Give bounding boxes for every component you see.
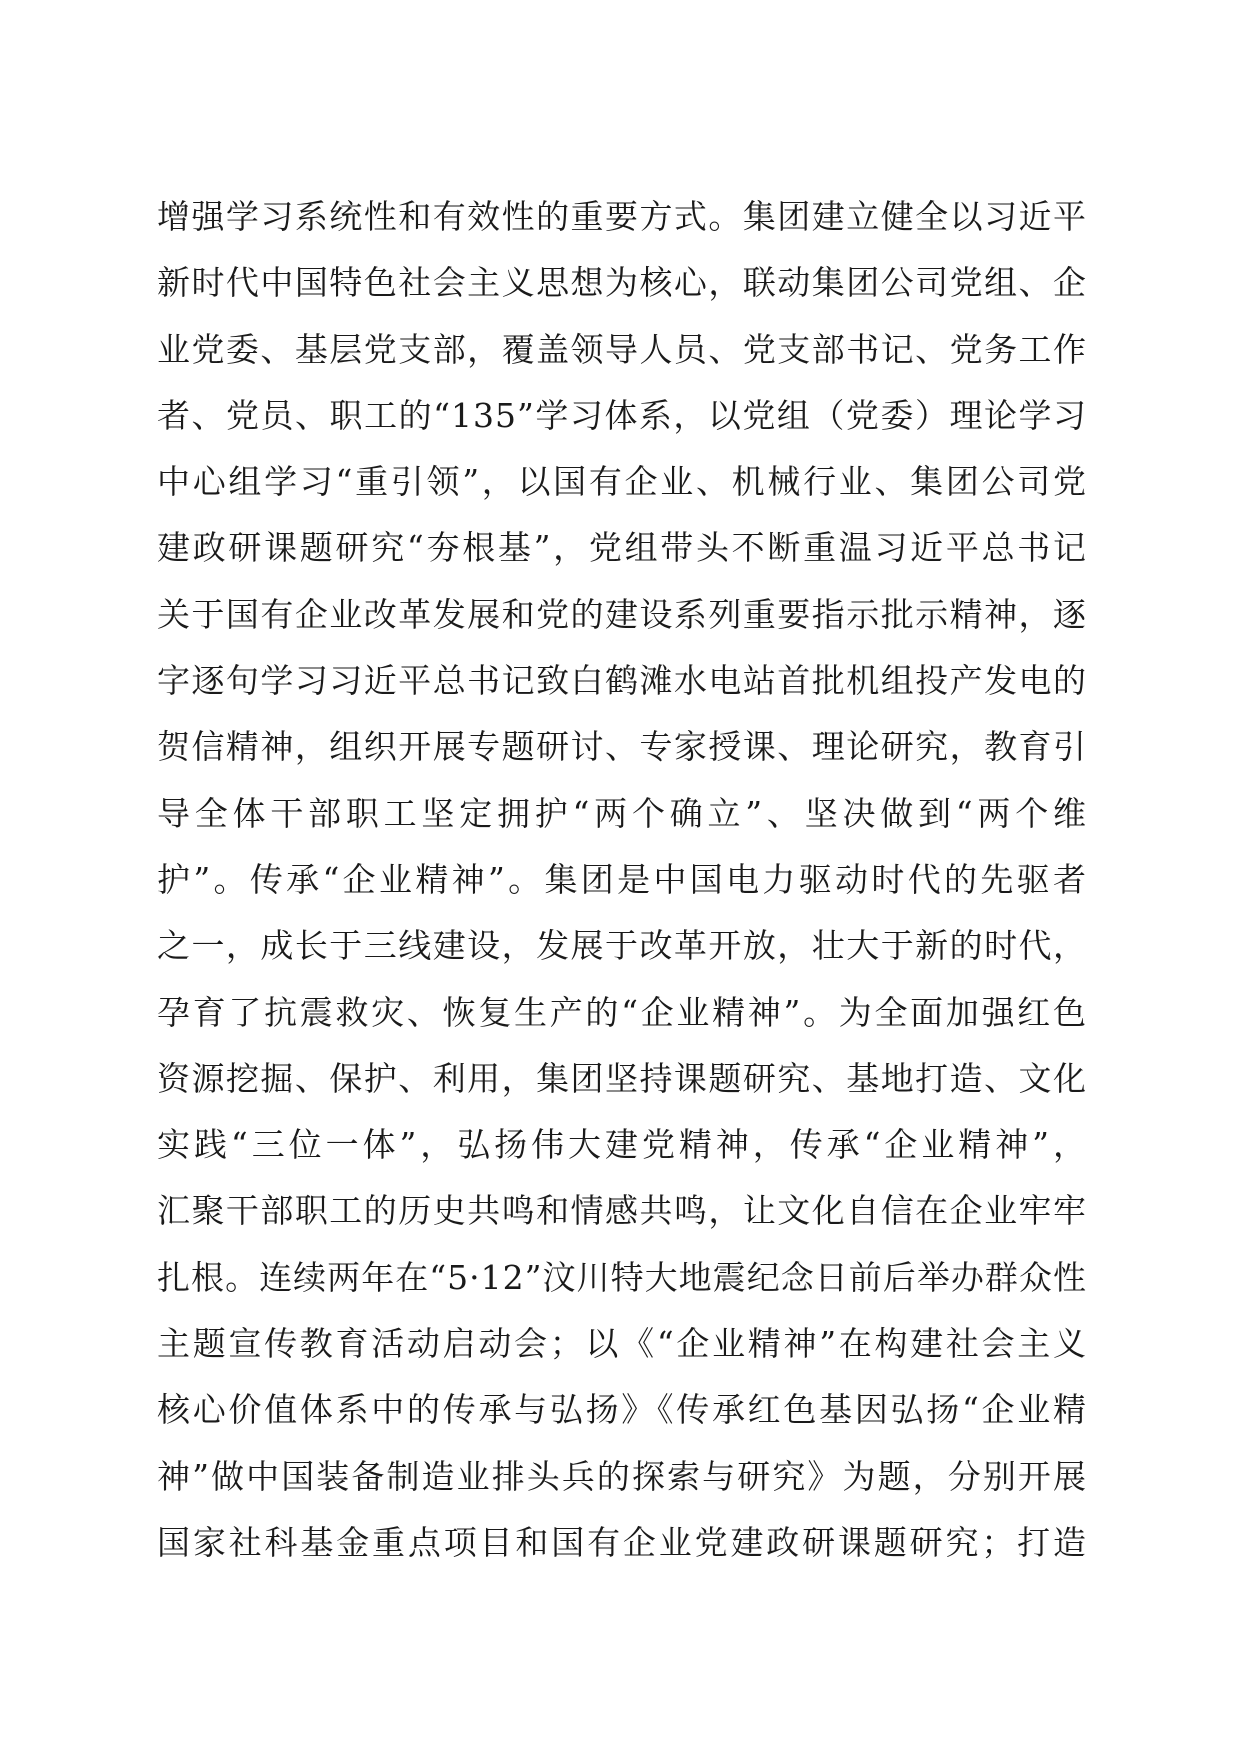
text-line: 导全体干部职工坚定拥护“两个确立”、坚决做到“两个维	[157, 793, 1087, 833]
text-line: 护”。传承“企业精神”。集团是中国电力驱动时代的先驱者	[157, 859, 1087, 899]
text-line: 孕育了抗震救灾、恢复生产的“企业精神”。为全面加强红色	[157, 992, 1087, 1032]
text-line: 建政研课题研究“夯根基”，党组带头不断重温习近平总书记	[157, 528, 1087, 568]
text-line: 增强学习系统性和有效性的重要方式。集团建立健全以习近平	[157, 197, 1087, 236]
text-line: 关于国有企业改革发展和党的建设系列重要指示批示精神，逐	[157, 594, 1087, 634]
text-line: 业党委、基层党支部，覆盖领导人员、党支部书记、党务工作	[157, 329, 1087, 369]
text-line: 资源挖掘、保护、利用，集团坚持课题研究、基地打造、文化	[157, 1058, 1087, 1098]
text-line: 新时代中国特色社会主义思想为核心，联动集团公司党组、企	[157, 263, 1087, 303]
text-line: 核心价值体系中的传承与弘扬》《传承红色基因弘扬“企业精	[157, 1390, 1087, 1430]
text-line: 扎根。连续两年在“5·12”汶川特大地震纪念日前后举办群众性	[157, 1257, 1087, 1297]
body-text	[157, 184, 1087, 1576]
text-line: 字逐句学习习近平总书记致白鹤滩水电站首批机组投产发电的	[157, 661, 1087, 701]
text-line: 之一，成长于三线建设，发展于改革开放，壮大于新的时代，	[157, 926, 1087, 966]
text-line: 汇聚干部职工的历史共鸣和情感共鸣，让文化自信在企业牢牢	[157, 1191, 1087, 1231]
text-line: 中心组学习“重引领”，以国有企业、机械行业、集团公司党	[157, 462, 1087, 502]
text-line: 贺信精神，组织开展专题研讨、专家授课、理论研究，教育引	[157, 727, 1087, 767]
text-line: 者、党员、职工的“135”学习体系，以党组（党委）理论学习	[157, 395, 1087, 435]
text-line: 国家社科基金重点项目和国有企业党建政研课题研究；打造	[157, 1522, 1087, 1562]
text-line: 主题宣传教育活动启动会；以《“企业精神”在构建社会主义	[157, 1324, 1087, 1364]
text-line: 神”做中国装备制造业排头兵的探索与研究》为题，分别开展	[157, 1456, 1087, 1496]
text-line: 实践“三位一体”，弘扬伟大建党精神，传承“企业精神”，	[157, 1125, 1087, 1165]
